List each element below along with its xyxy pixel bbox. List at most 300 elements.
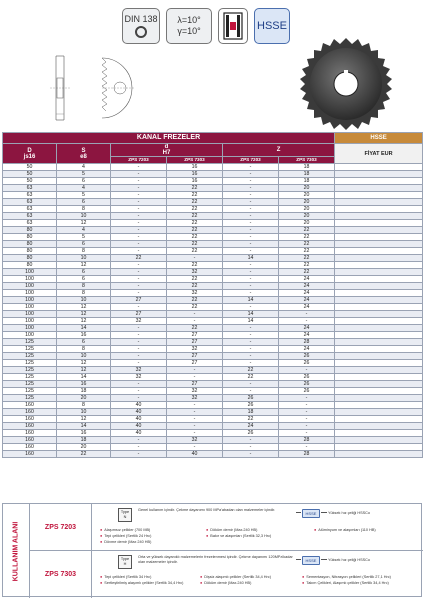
table-row bbox=[3, 234, 423, 241]
cell-z-zps7203: - bbox=[223, 325, 279, 332]
cell-z-zps7203: - bbox=[223, 192, 279, 199]
cell-d: 100 bbox=[3, 269, 57, 276]
cell-price bbox=[335, 346, 423, 353]
hsse-note: Yüksek hız çeliği HSSCo bbox=[328, 511, 370, 515]
cell-z-zps7203: 14 bbox=[223, 311, 279, 318]
cell-z-zps7203: - bbox=[223, 346, 279, 353]
table-row bbox=[3, 381, 423, 388]
cell-z-zps7303: 28 bbox=[279, 451, 335, 458]
cell-s: 8 bbox=[57, 248, 111, 255]
cell-s: 20 bbox=[57, 444, 111, 451]
spec-badges bbox=[122, 8, 290, 44]
table-row bbox=[3, 297, 423, 304]
cell-bore-zps7203: - bbox=[111, 171, 167, 178]
cell-bore-zps7303: - bbox=[167, 311, 223, 318]
table-row bbox=[3, 374, 423, 381]
cell-bore-zps7303: 27 bbox=[167, 353, 223, 360]
cell-z-zps7303: 26 bbox=[279, 388, 335, 395]
table-row bbox=[3, 164, 423, 171]
cell-bore-zps7203: - bbox=[111, 220, 167, 227]
hsse-mini-badge: HSSE bbox=[302, 556, 320, 565]
cell-d: 100 bbox=[3, 332, 57, 339]
cell-z-zps7303: 24 bbox=[279, 297, 335, 304]
table-row bbox=[3, 290, 423, 297]
table-row bbox=[3, 255, 423, 262]
cell-z-zps7303: 24 bbox=[279, 346, 335, 353]
cell-z-zps7203: - bbox=[223, 241, 279, 248]
cell-bore-zps7303: 27 bbox=[167, 360, 223, 367]
cell-bore-zps7203: - bbox=[111, 290, 167, 297]
technical-drawing bbox=[42, 52, 162, 124]
cell-bore-zps7303: 22 bbox=[167, 199, 223, 206]
col-d-header bbox=[3, 144, 57, 164]
slot-tool-icon bbox=[222, 12, 244, 40]
cell-bore-zps7303: 32 bbox=[167, 290, 223, 297]
cell-z-zps7303: 22 bbox=[279, 269, 335, 276]
cell-z-zps7303: - bbox=[279, 318, 335, 325]
cell-bore-zps7203: - bbox=[111, 332, 167, 339]
table-row bbox=[3, 430, 423, 437]
col-s-tolerance: e8 bbox=[80, 153, 87, 160]
cell-bore-zps7203: 27 bbox=[111, 297, 167, 304]
cell-z-zps7203: - bbox=[223, 178, 279, 185]
cell-s: 8 bbox=[57, 283, 111, 290]
cell-price bbox=[335, 430, 423, 437]
cell-d: 125 bbox=[3, 353, 57, 360]
hsse-note: Yüksek hız çeliği HSSCo bbox=[328, 558, 370, 562]
cell-bore-zps7203: 32 bbox=[111, 318, 167, 325]
cell-bore-zps7303: 22 bbox=[167, 304, 223, 311]
table-body bbox=[3, 164, 423, 458]
cell-price bbox=[335, 325, 423, 332]
material-item: ● Sementasyon, Nitrasyon çelikleri (Sertlik 27,1 Hrc) bbox=[302, 575, 391, 579]
cell-s: 5 bbox=[57, 234, 111, 241]
cell-price bbox=[335, 290, 423, 297]
cell-d: 160 bbox=[3, 416, 57, 423]
cell-z-zps7203: - bbox=[223, 353, 279, 360]
cell-z-zps7203: 14 bbox=[223, 255, 279, 262]
cell-price bbox=[335, 234, 423, 241]
cell-s: 12 bbox=[57, 318, 111, 325]
cell-bore-zps7303: 22 bbox=[167, 262, 223, 269]
cell-d: 100 bbox=[3, 318, 57, 325]
cell-z-zps7303: 22 bbox=[279, 255, 335, 262]
cell-bore-zps7303: - bbox=[167, 409, 223, 416]
cell-bore-zps7203: 32 bbox=[111, 367, 167, 374]
cell-price bbox=[335, 248, 423, 255]
cell-z-zps7203: - bbox=[223, 437, 279, 444]
cell-bore-zps7303: - bbox=[167, 318, 223, 325]
material-item: ● Tepi çelikleri (Sertlik 24 Hrc) bbox=[100, 534, 151, 538]
cell-bore-zps7303: 16 bbox=[167, 178, 223, 185]
col-bore-header bbox=[111, 144, 223, 157]
cell-bore-zps7203: - bbox=[111, 276, 167, 283]
cell-s: 6 bbox=[57, 199, 111, 206]
cell-price bbox=[335, 353, 423, 360]
cell-price bbox=[335, 360, 423, 367]
table-row bbox=[3, 416, 423, 423]
cell-price bbox=[335, 171, 423, 178]
cell-z-zps7203: - bbox=[223, 388, 279, 395]
cell-price bbox=[335, 241, 423, 248]
cell-z-zps7203: - bbox=[223, 213, 279, 220]
cell-s: 12 bbox=[57, 367, 111, 374]
cell-price bbox=[335, 451, 423, 458]
cell-s: 8 bbox=[57, 206, 111, 213]
cell-z-zps7303: 28 bbox=[279, 339, 335, 346]
cell-bore-zps7203: - bbox=[111, 353, 167, 360]
cell-z-zps7203: - bbox=[223, 444, 279, 451]
cell-bore-zps7203: - bbox=[111, 199, 167, 206]
cell-z-zps7203: - bbox=[223, 276, 279, 283]
cell-bore-zps7303: 22 bbox=[167, 227, 223, 234]
cell-d: 125 bbox=[3, 395, 57, 402]
cell-s: 6 bbox=[57, 269, 111, 276]
table-row bbox=[3, 185, 423, 192]
cell-s: 22 bbox=[57, 451, 111, 458]
cell-bore-zps7303: 22 bbox=[167, 276, 223, 283]
cell-z-zps7203: 26 bbox=[223, 402, 279, 409]
arrow-icon bbox=[321, 559, 327, 560]
table-row bbox=[3, 423, 423, 430]
cell-price bbox=[335, 332, 423, 339]
table-row bbox=[3, 227, 423, 234]
table-row bbox=[3, 206, 423, 213]
cell-price bbox=[335, 318, 423, 325]
cell-bore-zps7303: - bbox=[167, 367, 223, 374]
cell-s: 14 bbox=[57, 325, 111, 332]
cell-price bbox=[335, 255, 423, 262]
cell-bore-zps7303: 22 bbox=[167, 325, 223, 332]
cell-price bbox=[335, 199, 423, 206]
cell-d: 50 bbox=[3, 171, 57, 178]
cell-d: 100 bbox=[3, 325, 57, 332]
table-row bbox=[3, 409, 423, 416]
cell-bore-zps7303: - bbox=[167, 423, 223, 430]
cell-price bbox=[335, 367, 423, 374]
cell-s: 10 bbox=[57, 353, 111, 360]
table-row bbox=[3, 360, 423, 367]
cell-bore-zps7303: 22 bbox=[167, 206, 223, 213]
cell-z-zps7303: - bbox=[279, 430, 335, 437]
cell-s: 16 bbox=[57, 332, 111, 339]
cell-bore-zps7203: - bbox=[111, 248, 167, 255]
table-row bbox=[3, 437, 423, 444]
cell-bore-zps7203: - bbox=[111, 164, 167, 171]
table-row bbox=[3, 241, 423, 248]
cell-d: 80 bbox=[3, 255, 57, 262]
cell-price bbox=[335, 283, 423, 290]
cell-d: 63 bbox=[3, 192, 57, 199]
cell-bore-zps7203: - bbox=[111, 388, 167, 395]
cell-s: 16 bbox=[57, 430, 111, 437]
table-row bbox=[3, 248, 423, 255]
cell-bore-zps7203: 40 bbox=[111, 402, 167, 409]
cell-price bbox=[335, 164, 423, 171]
usage-row-zps7203 bbox=[29, 504, 423, 551]
cell-d: 100 bbox=[3, 290, 57, 297]
cell-price bbox=[335, 297, 423, 304]
cell-z-zps7303: 28 bbox=[279, 437, 335, 444]
material-item: ● Dişsiz alaşımlı çelikler (Sertlik 34,4 Hrc) bbox=[200, 575, 271, 579]
cell-z-zps7303: - bbox=[279, 444, 335, 451]
cell-bore-zps7303: 32 bbox=[167, 395, 223, 402]
cell-price bbox=[335, 220, 423, 227]
cell-z-zps7303: 24 bbox=[279, 304, 335, 311]
cell-price bbox=[335, 304, 423, 311]
usage-area-label bbox=[3, 504, 29, 598]
cell-bore-zps7303: - bbox=[167, 430, 223, 437]
cell-s: 4 bbox=[57, 227, 111, 234]
arrow-icon bbox=[296, 559, 301, 560]
cell-price bbox=[335, 402, 423, 409]
arrow-icon bbox=[321, 512, 327, 513]
cell-bore-zps7303: 16 bbox=[167, 171, 223, 178]
cell-price bbox=[335, 381, 423, 388]
col-bore-label: d bbox=[164, 144, 169, 150]
cell-z-zps7203: - bbox=[223, 199, 279, 206]
cell-bore-zps7303: - bbox=[167, 444, 223, 451]
cell-z-zps7303: 20 bbox=[279, 199, 335, 206]
cell-d: 63 bbox=[3, 220, 57, 227]
cell-bore-zps7303: 27 bbox=[167, 381, 223, 388]
table-row bbox=[3, 213, 423, 220]
cell-z-zps7303: - bbox=[279, 409, 335, 416]
cell-s: 8 bbox=[57, 346, 111, 353]
table-row bbox=[3, 311, 423, 318]
cell-bore-zps7303: 22 bbox=[167, 283, 223, 290]
cell-z-zps7303: 26 bbox=[279, 353, 335, 360]
table-row bbox=[3, 276, 423, 283]
cell-s: 10 bbox=[57, 213, 111, 220]
cell-z-zps7303: 22 bbox=[279, 241, 335, 248]
col-d-label: D bbox=[27, 147, 32, 154]
cell-z-zps7203: 14 bbox=[223, 318, 279, 325]
cell-bore-zps7203: - bbox=[111, 206, 167, 213]
cell-z-zps7203: 26 bbox=[223, 430, 279, 437]
cell-z-zps7303: 26 bbox=[279, 374, 335, 381]
table-row bbox=[3, 339, 423, 346]
cell-bore-zps7203: - bbox=[111, 185, 167, 192]
cell-z-zps7203: 22 bbox=[223, 367, 279, 374]
cell-z-zps7203: 18 bbox=[223, 409, 279, 416]
cell-price bbox=[335, 339, 423, 346]
cell-d: 125 bbox=[3, 388, 57, 395]
cell-d: 160 bbox=[3, 437, 57, 444]
cell-price bbox=[335, 409, 423, 416]
cell-d: 63 bbox=[3, 185, 57, 192]
cell-z-zps7203: - bbox=[223, 269, 279, 276]
cell-z-zps7303: 24 bbox=[279, 283, 335, 290]
cell-z-zps7203: - bbox=[223, 451, 279, 458]
cell-price bbox=[335, 185, 423, 192]
groove-cutter-table bbox=[2, 132, 423, 458]
din-label: DIN 138 bbox=[124, 14, 158, 24]
cell-z-zps7303: 20 bbox=[279, 220, 335, 227]
type-word: Type bbox=[120, 557, 130, 561]
cell-s: 5 bbox=[57, 171, 111, 178]
cell-d: 63 bbox=[3, 199, 57, 206]
cell-price bbox=[335, 423, 423, 430]
col-s-header bbox=[57, 144, 111, 164]
col-z-header: Z bbox=[223, 144, 335, 157]
cell-bore-zps7203: - bbox=[111, 395, 167, 402]
cell-s: 18 bbox=[57, 388, 111, 395]
table-row bbox=[3, 171, 423, 178]
cell-z-zps7303: 22 bbox=[279, 262, 335, 269]
cell-d: 80 bbox=[3, 241, 57, 248]
material-item: ● Dövme demir (Max 240 HB) bbox=[100, 540, 151, 544]
table-row bbox=[3, 388, 423, 395]
cell-z-zps7203: - bbox=[223, 206, 279, 213]
cell-bore-zps7203: - bbox=[111, 241, 167, 248]
cell-d: 63 bbox=[3, 213, 57, 220]
cell-bore-zps7203: - bbox=[111, 304, 167, 311]
cell-bore-zps7203: - bbox=[111, 269, 167, 276]
cell-s: 10 bbox=[57, 255, 111, 262]
material-item: ● Sertleştirilmiş alaşımlı çelikler (Sertlik 34,4 Hrc) bbox=[100, 581, 183, 585]
type-letter: N bbox=[123, 514, 127, 519]
cell-z-zps7303: - bbox=[279, 395, 335, 402]
table-row bbox=[3, 178, 423, 185]
arrow-icon bbox=[296, 512, 301, 513]
cell-z-zps7303: 26 bbox=[279, 381, 335, 388]
cell-bore-zps7303: 27 bbox=[167, 332, 223, 339]
cell-bore-zps7203: - bbox=[111, 451, 167, 458]
bore-zps7303-header: ZPS 7303 bbox=[167, 157, 223, 164]
cell-s: 14 bbox=[57, 423, 111, 430]
cell-bore-zps7303: 22 bbox=[167, 297, 223, 304]
table-row bbox=[3, 444, 423, 451]
cell-z-zps7203: - bbox=[223, 164, 279, 171]
cell-s: 6 bbox=[57, 276, 111, 283]
table-row bbox=[3, 269, 423, 276]
cell-bore-zps7203: - bbox=[111, 227, 167, 234]
cell-bore-zps7303: 22 bbox=[167, 220, 223, 227]
cell-d: 160 bbox=[3, 444, 57, 451]
cell-bore-zps7303: 32 bbox=[167, 437, 223, 444]
type-n-box bbox=[118, 508, 132, 522]
cell-price bbox=[335, 227, 423, 234]
cell-z-zps7303: 24 bbox=[279, 332, 335, 339]
din-badge bbox=[122, 8, 160, 44]
cell-z-zps7203: 24 bbox=[223, 423, 279, 430]
cell-bore-zps7303: 40 bbox=[167, 451, 223, 458]
cell-s: 6 bbox=[57, 241, 111, 248]
cell-z-zps7203: 14 bbox=[223, 297, 279, 304]
material-item: ● Döküm demir (Max.240 HB) bbox=[200, 581, 251, 585]
cell-d: 100 bbox=[3, 276, 57, 283]
material-item: ● Alaşımsız çelikler (700 MB) bbox=[100, 528, 150, 532]
cell-bore-zps7203: 40 bbox=[111, 423, 167, 430]
z-zps7203-header: ZPS 7203 bbox=[223, 157, 279, 164]
cell-z-zps7303: - bbox=[279, 423, 335, 430]
tool-profile-badge bbox=[218, 8, 248, 44]
cell-price bbox=[335, 388, 423, 395]
cell-z-zps7303: 24 bbox=[279, 290, 335, 297]
cell-price bbox=[335, 262, 423, 269]
cell-s: 12 bbox=[57, 220, 111, 227]
table-row bbox=[3, 199, 423, 206]
cell-bore-zps7203: - bbox=[111, 178, 167, 185]
cell-z-zps7203: - bbox=[223, 185, 279, 192]
hsse-badge bbox=[254, 8, 290, 44]
cell-z-zps7303: - bbox=[279, 416, 335, 423]
table-row bbox=[3, 332, 423, 339]
cell-d: 125 bbox=[3, 360, 57, 367]
cell-bore-zps7303: - bbox=[167, 255, 223, 262]
table-row bbox=[3, 367, 423, 374]
cell-z-zps7303: 24 bbox=[279, 276, 335, 283]
cell-price bbox=[335, 178, 423, 185]
angle-lambda: λ=10° bbox=[177, 15, 201, 25]
cell-bore-zps7303: 22 bbox=[167, 213, 223, 220]
cell-d: 50 bbox=[3, 164, 57, 171]
col-d-tolerance: js16 bbox=[23, 153, 36, 160]
cell-z-zps7303: 26 bbox=[279, 360, 335, 367]
cell-z-zps7203: - bbox=[223, 283, 279, 290]
cell-d: 125 bbox=[3, 346, 57, 353]
cell-s: 10 bbox=[57, 297, 111, 304]
cell-z-zps7203: - bbox=[223, 332, 279, 339]
cell-z-zps7303: - bbox=[279, 402, 335, 409]
cell-z-zps7303: - bbox=[279, 311, 335, 318]
cell-bore-zps7203: - bbox=[111, 437, 167, 444]
table-row bbox=[3, 283, 423, 290]
cell-s: 6 bbox=[57, 178, 111, 185]
cell-z-zps7303: 22 bbox=[279, 248, 335, 255]
cell-bore-zps7303: 22 bbox=[167, 185, 223, 192]
cell-price bbox=[335, 311, 423, 318]
cell-bore-zps7203: - bbox=[111, 192, 167, 199]
type-letter: H bbox=[123, 561, 127, 566]
cell-z-zps7303: - bbox=[279, 367, 335, 374]
angle-gamma: γ=10° bbox=[177, 26, 201, 36]
cell-z-zps7303: 20 bbox=[279, 213, 335, 220]
material-item: ● Tepi çelikleri (Sertlik 34 Hrc) bbox=[100, 575, 151, 579]
cell-price bbox=[335, 437, 423, 444]
angle-badge bbox=[166, 8, 212, 44]
cell-d: 80 bbox=[3, 234, 57, 241]
cell-s: 16 bbox=[57, 381, 111, 388]
cell-bore-zps7203: 40 bbox=[111, 430, 167, 437]
cell-d: 125 bbox=[3, 367, 57, 374]
hsse-mini-badge: HSSE bbox=[302, 509, 320, 518]
usage-area bbox=[2, 503, 422, 597]
cell-z-zps7203: - bbox=[223, 220, 279, 227]
cell-bore-zps7303: - bbox=[167, 416, 223, 423]
material-item: ● Alüminyum ve alaşımları (110 HB) bbox=[314, 528, 376, 532]
cell-d: 100 bbox=[3, 297, 57, 304]
bore-zps7203-header: ZPS 7203 bbox=[111, 157, 167, 164]
cutter-image bbox=[298, 36, 394, 132]
cell-bore-zps7203: - bbox=[111, 234, 167, 241]
cell-bore-zps7203: - bbox=[111, 346, 167, 353]
cell-s: 8 bbox=[57, 402, 111, 409]
cell-d: 160 bbox=[3, 451, 57, 458]
cell-s: 8 bbox=[57, 290, 111, 297]
cell-price bbox=[335, 444, 423, 451]
cell-z-zps7303: 20 bbox=[279, 185, 335, 192]
material-item: ● Bakır ve alaşımları (Sertlik 32,3 Hrc) bbox=[206, 534, 271, 538]
cell-bore-zps7303: 22 bbox=[167, 234, 223, 241]
table-row bbox=[3, 220, 423, 227]
cell-bore-zps7303: 32 bbox=[167, 388, 223, 395]
cell-z-zps7303: 22 bbox=[279, 234, 335, 241]
cell-bore-zps7203: 22 bbox=[111, 255, 167, 262]
cell-d: 160 bbox=[3, 402, 57, 409]
cell-bore-zps7303: 16 bbox=[167, 164, 223, 171]
